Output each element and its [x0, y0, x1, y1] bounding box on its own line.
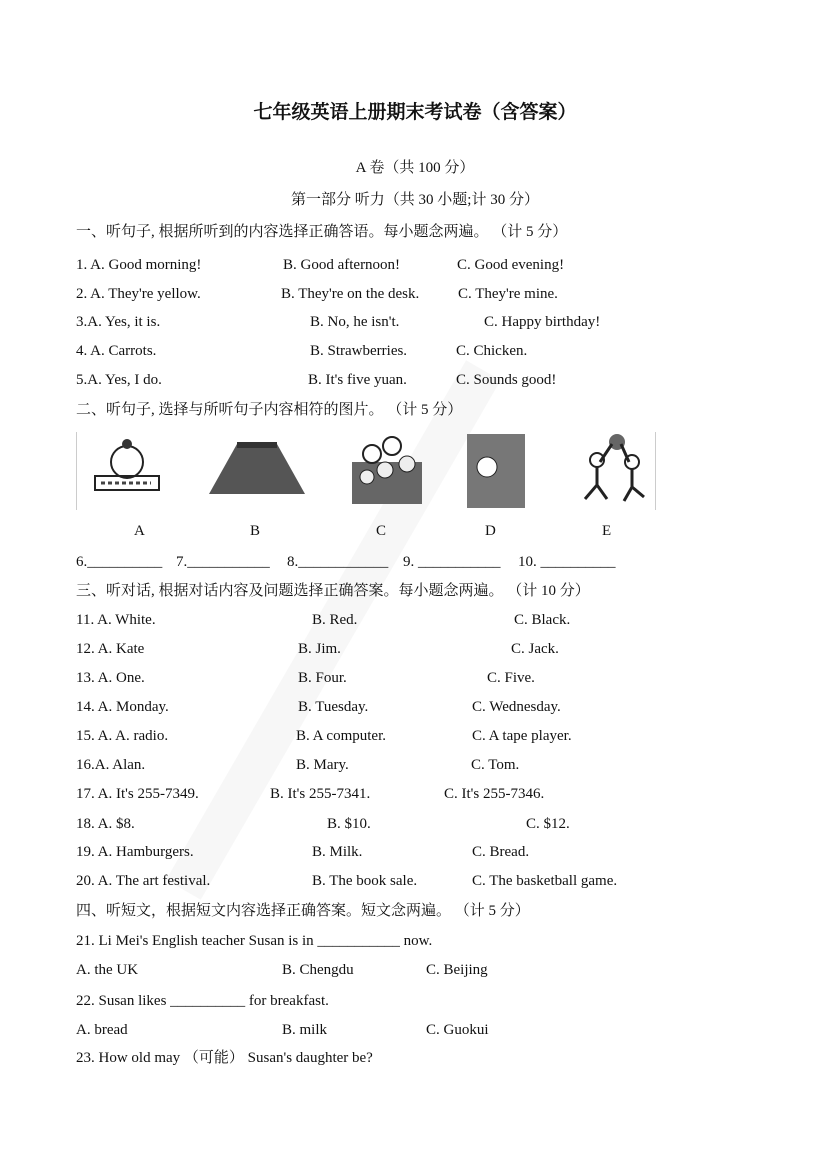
option: B. $10. — [327, 816, 371, 832]
option: C. Happy birthday! — [484, 314, 601, 330]
question-23: 23. How old may （可能） Susan's daughter be? — [76, 1050, 373, 1066]
part1-heading: 第一部分 听力（共 30 小题;计 30 分） — [291, 192, 539, 208]
question-21: 21. Li Mei's English teacher Susan is in ___________ now. — [76, 933, 433, 949]
option: B. Tuesday. — [298, 699, 369, 715]
option: B. Jim. — [298, 641, 341, 657]
question-option-a: 11. A. White. — [76, 612, 156, 628]
option: C. They're mine. — [458, 286, 558, 302]
picture-label: B — [250, 523, 261, 539]
question-option-a: 17. A. It's 255-7349. — [76, 786, 199, 802]
question-option-a: 15. A. A. radio. — [76, 728, 169, 744]
question-option-a: 18. A. $8. — [76, 816, 135, 832]
question-22: 22. Susan likes __________ for breakfast. — [76, 993, 329, 1009]
option: C. The basketball game. — [472, 873, 618, 889]
option: C. Good evening! — [457, 257, 565, 273]
question-option-a: 14. A. Monday. — [76, 699, 169, 715]
option: B. They're on the desk. — [281, 286, 420, 302]
answer-blank: 6.__________ — [76, 554, 163, 570]
sec4-heading: 四、听短文，根据短文内容选择正确答案。短文念两遍。 （计 5 分） — [76, 903, 530, 919]
question-option-a: 2. A. They're yellow. — [76, 286, 201, 302]
option: C. Five. — [487, 670, 535, 686]
sec3-heading: 三、听对话, 根据对话内容及问题选择正确答案。每小题念两遍。 （计 10 分） — [76, 583, 590, 599]
option: C. Bread. — [472, 844, 530, 860]
option: C. Guokui — [426, 1022, 489, 1038]
picture-label: A — [134, 523, 145, 539]
section-a-heading: A 卷（共 100 分） — [355, 160, 475, 176]
option: A. the UK — [76, 962, 139, 978]
basketball-picture — [572, 432, 652, 510]
option: B. Milk. — [312, 844, 363, 860]
option: A. bread — [76, 1022, 128, 1038]
option: C. Beijing — [426, 962, 488, 978]
option: B. Red. — [312, 612, 358, 628]
question-option-a: 19. A. Hamburgers. — [76, 844, 194, 860]
option: B. Four. — [298, 670, 347, 686]
question-option-a: 20. A. The art festival. — [76, 873, 211, 889]
question-option-a: 16.A. Alan. — [76, 757, 146, 773]
question-option-a: 5.A. Yes, I do. — [76, 372, 162, 388]
option: B. It's five yuan. — [308, 372, 407, 388]
question-option-a: 13. A. One. — [76, 670, 145, 686]
option: C. A tape player. — [472, 728, 572, 744]
option: B. milk — [282, 1022, 328, 1038]
question-option-a: 4. A. Carrots. — [76, 343, 157, 359]
option: B. Good afternoon! — [283, 257, 401, 273]
picture-label: C — [376, 523, 387, 539]
family-picture — [347, 432, 427, 510]
option: C. Sounds good! — [456, 372, 557, 388]
option: C. Chicken. — [456, 343, 528, 359]
picture-label: E — [602, 523, 612, 539]
option: B. No, he isn't. — [310, 314, 400, 330]
option: C. Tom. — [471, 757, 520, 773]
page-title: 七年级英语上册期末考试卷（含答案） — [253, 101, 577, 123]
option: B. The book sale. — [312, 873, 418, 889]
option: B. Mary. — [296, 757, 349, 773]
pumpkin-picture — [87, 432, 167, 502]
question-option-a: 1. A. Good morning! — [76, 257, 202, 273]
option: B. A computer. — [296, 728, 386, 744]
option: C. Jack. — [511, 641, 559, 657]
option: B. It's 255-7341. — [270, 786, 371, 802]
option: C. It's 255-7346. — [444, 786, 545, 802]
answer-blank: 9. ___________ — [403, 554, 501, 570]
option: B. Strawberries. — [310, 343, 408, 359]
picture-strip — [76, 432, 656, 510]
question-option-a: 3.A. Yes, it is. — [76, 314, 161, 330]
answer-blank: 7.___________ — [176, 554, 270, 570]
sec1-heading: 一、听句子, 根据所听到的内容选择正确答语。每小题念两遍。 （计 5 分） — [76, 224, 568, 240]
picture-label: D — [485, 523, 496, 539]
option: C. $12. — [526, 816, 570, 832]
option: B. Chengdu — [282, 962, 354, 978]
question-option-a: 12. A. Kate — [76, 641, 145, 657]
option: C. Wednesday. — [472, 699, 561, 715]
sec2-heading: 二、听句子, 选择与所听句子内容相符的图片。 （计 5 分） — [76, 402, 463, 418]
book-picture — [462, 432, 532, 510]
answer-blank: 10. __________ — [518, 554, 616, 570]
skirt-picture — [207, 432, 307, 502]
option: C. Black. — [514, 612, 571, 628]
answer-blank: 8.____________ — [287, 554, 389, 570]
